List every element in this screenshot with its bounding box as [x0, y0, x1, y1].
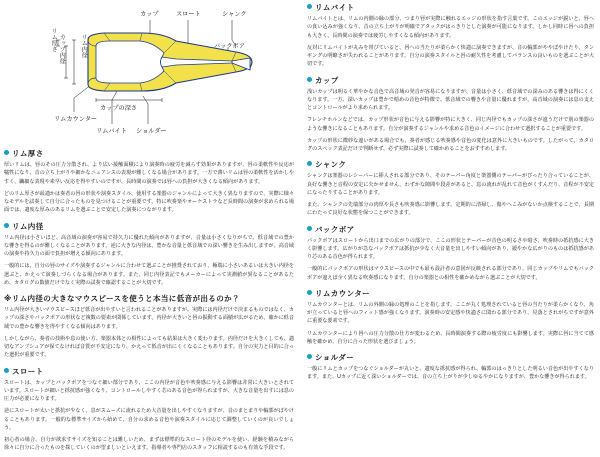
paragraph: 一般にリムとカップをつなぐショルダーが丸いと、適度な抵抗感が得られ、輪郭のはっきりとした明るい音色が出やすくなります。また、Uカップに近く深いショルダーでは、音の立ち上がりが少しゆるやかになりますが、豊かな響きが得られます。 [307, 366, 594, 381]
section-heading: リムバイト [307, 2, 594, 13]
label-cup-inner: カップ内径 [58, 34, 65, 64]
label-rim-bite: リムバイト [96, 128, 127, 135]
paragraph: リムカウンターとは、リムの外側の縁の処理のことを指します。ここが丸く処理されていると唇の当たりが柔らかくなり、角が立っていると唇へのフィット感が強くなります。演奏時の安定感や快適さに関わる部分であり、見落とされがちですが意外に重要な要素です。 [307, 301, 594, 325]
paragraph: スロートは、カップとバックボアをつなぐ細い部分であり、ここの内径が音色や吹奏感に与える影響は非常に大きいとされています。スロートが細いと抵抗感が強くなり、コントロールしやすく芯のある音色が得られますが、大きな音量を出すには息の圧力が必要になります。 [4, 379, 294, 402]
section-throat [0, 366, 300, 453]
mouthpiece-diagram [0, 0, 300, 142]
section-rim-bite [303, 2, 600, 69]
paragraph: リムバイトとは、リムの内側の縁の部分、つまり唇が実際に触れるエッジの形状を指す言葉です。このエッジが鋭いと、唇への食い込みが強くなり、音の立ち上がりが明確でアタックがはっきりとした演奏が可能になります。しかし同時に唇への負担も大きく、長時間の演奏では疲労しやすくなる傾向があります。 [307, 16, 594, 39]
bullet-icon [4, 368, 9, 373]
bullet-icon [307, 77, 312, 82]
paragraph: また、シャンクの先端部分の肉厚や長さも吹奏感に影響します。定期的に清掃し、傷やへこみがないか点検することで、長期にわたって良好な状態を保つことができます。 [307, 202, 594, 217]
section-heading: カップ [307, 75, 594, 86]
label-throat: スロート [176, 11, 201, 18]
bullet-icon [307, 4, 312, 9]
bullet-icon [4, 150, 9, 155]
paragraph: 一般的にバックボアの形状はマウスピースの中でも最も設計者の意図が反映される部分であり、同じカップやリムでもバックボアが違えば全く異なる吹奏感になります。自分の楽器との相性を確かめながら選ぶことが大切です。 [307, 266, 594, 281]
paragraph: リムカウンターにより唇への圧力分散の仕方が変わるため、長時間演奏する際の疲労度にも影響します。実際に唇に当てて感触を確かめ、自分に合った形状を選びましょう。 [307, 330, 594, 345]
section-heading: バックボア [307, 224, 594, 235]
section-shank [303, 159, 600, 217]
paragraph: 反対にリムバイトが丸みを帯びていると、唇への当たりが柔らかく快適に演奏できますが、音の輪郭がややぼやけたり、タンギングの明瞭さが失われることがあります。自分の演奏スタイルと唇の耐久性を考慮してバランスの良いものを選ぶことが大切です。 [307, 44, 594, 68]
label-cup-depth: カップの深さ [100, 105, 138, 112]
paragraph: フレンチホルンなどでは、カップ形状が音色に与える影響が特に大きく、同じ内径でもカップの深さが違うだけで別の楽器のような響きになることもあります。自分が演奏するジャンルや求める音色のイメージに合わせて選択することが重要です。 [307, 117, 594, 132]
paragraph: カップの形状に微妙な違いがある場合でも、奏者が感じる吹奏感や音色の変化は意外に大きいものです。したがって、カタログのスペック表記だけで判断せず、必ず実際に試奏して確かめることをおすすめします。 [307, 137, 594, 152]
section-heading: スロート [4, 366, 294, 377]
paragraph: 逆にスロートが太いと抵抗が少なく、息がスムーズに流れるため大音量を出しやすくなりますが、音のまとまりや輪郭がぼやけることもあります。一般的な標準サイズから始めて、自分の求める音色や演奏スタイルに応じて調整していくのが良いでしょう。 [4, 408, 294, 431]
paragraph: 初心者の場合、自分が欲求すサイズを知ることは難しいため、まずは標準的なスロート径のモデルを使い、経験を積みながら徐々に自分に合ったものを探していくのが望ましいといえます。指導者や専門店のスタッフに相談するのも有効な手段です。 [4, 437, 294, 452]
bullet-icon [307, 226, 312, 231]
section-cup [303, 75, 600, 154]
bullet-icon [4, 223, 9, 228]
label-backbore: バックボア [214, 43, 245, 50]
label-rim-inner: リム内径 [80, 34, 87, 58]
label-shoulder: ショルダー [136, 128, 167, 135]
section-rim-thickness [0, 148, 300, 215]
section-shoulder [303, 352, 600, 382]
section-heading: リム内径 [4, 221, 294, 232]
label-rim-counter: リムカウンター [54, 116, 98, 123]
paragraph: 一般的には、自分の唇のサイズや演奏するジャンルに合わせて選ぶことが推奨されており、極端に小さいあるいは大きい内径を選ぶと、かえって演奏しづらくなる場合があります。また、同じ内径表記でもメーカーによって実測値が異なることがあるため、カタログの数値だけでなく実際の試奏で確認することが大切です。 [4, 263, 294, 286]
bullet-icon [307, 290, 312, 295]
paragraph: どのリム厚さが最適かは奏者の唇の形状や演奏スタイル、使用する楽器のジャンルによって大きく異なりますので、実際に様々なモデルを試奏して自分に合ったものを見つけることが重要です。特に吹奏楽やオーケストラなど長時間の演奏が求められる場面では、適度な厚みのあるリムを選ぶことで安定した演奏につながります。 [4, 190, 294, 214]
section-rim-counter [303, 288, 600, 346]
section-heading: ※リム内径の大きなマウスピースを使うと本当に低音が出るのか？ [4, 294, 240, 303]
bullet-icon [307, 354, 312, 359]
right-column [303, 0, 600, 386]
section-backbore [303, 224, 600, 282]
label-shank: シャンク [222, 11, 247, 18]
paragraph: しかしながら、奏者の技術や息の使い方、楽器本体との相性によっても結果は大きく変わります。内径だけを大きくしても、適切なアンブシュアが保てなければ音質が不安定になり、かえって低音が出にくくなることもあります。自分の実力と目的に合った選択が重要です。 [4, 335, 294, 359]
paragraph: 浅いカップは明るく華やかな音色で高音域の発音が容易になりますが、音量は小さく、低音域での深みのある響きは得にくくなります。一方、深いカップは豊かで暗めの音色が特徴で、低音域での響きや音量に優れますが、高音域の演奏には息の支えとコントロールがより求められます。 [307, 88, 594, 111]
paragraph: リム内径が大きいマウスピースほど低音が出やすいと言われることがありますが、実際には内径だけで決まるものではなく、カップの深さやバックボアの形状など複数の要素が関係しています。内径が大きいと唇の振動する面積が広がるため、確かに低音域での豊かな響きを得やすくなる傾向はあります。 [4, 307, 294, 330]
paragraph: 厚いリムは、唇のその圧力分散され、より広い接触面積により演奏時の疲労を減らす効果がありますが、唇の柔軟性や反応が犠牲になり、音の立ち上がりや細かなニュアンスの表現が難しくなる場合があります。一方で薄いリムは唇の柔軟性を活かしやすく、繊細な表現や素早い反応を得やすいのですが、長時間の演奏では唇への負担が大きくなる傾向があります。 [4, 162, 294, 185]
paragraph: シャンクは楽器のレシーバーに挿入される部分であり、そのテーパー角度と楽器側のテーパーがぴったり合っていることが、良好な響きと音程の安定に欠かせません。わずかな隙間や段差があると、息の流れが乱れて音色がくすんだり、音程が不安定になったりすることがあります。 [307, 173, 594, 196]
section-heading: ショルダー [307, 352, 594, 363]
mouthpiece-cross-section-svg [0, 0, 300, 142]
section-heading: リム厚さ [4, 148, 294, 159]
label-rim-thickness: リム厚さ [50, 28, 57, 52]
section-heading: シャンク [307, 159, 594, 170]
bullet-icon [307, 161, 312, 166]
section-rim-inner-diameter [0, 221, 300, 288]
label-cup: カップ [140, 11, 159, 18]
section-note-large-inner-diameter [0, 293, 300, 360]
paragraph: リム内径は小さいほど、高音域の演奏が容易で持久力に優れた傾向がありますが、音量は小さくなりがちで、低音域での豊かな響きを得るのが難しくなることがあります。逆に大きな内径は、豊かな音量と低音域での深い響きを生み出しますが、高音域の演奏や持久力の面で負担が増える傾向にあります。 [4, 234, 294, 257]
paragraph: バックボアはスロートから出口までの広がりの部分で、ここの形状とテーパーが音色の明るさや暗さ、吹奏時の抵抗感に大きく影響します。広がりが急なバックボアは抵抗が少なく大音量を出しやすい傾向があり、緩やかな広がりのものは抵抗感があり芯のある音色が得られます。 [307, 237, 594, 260]
section-heading: リムカウンター [307, 288, 594, 299]
